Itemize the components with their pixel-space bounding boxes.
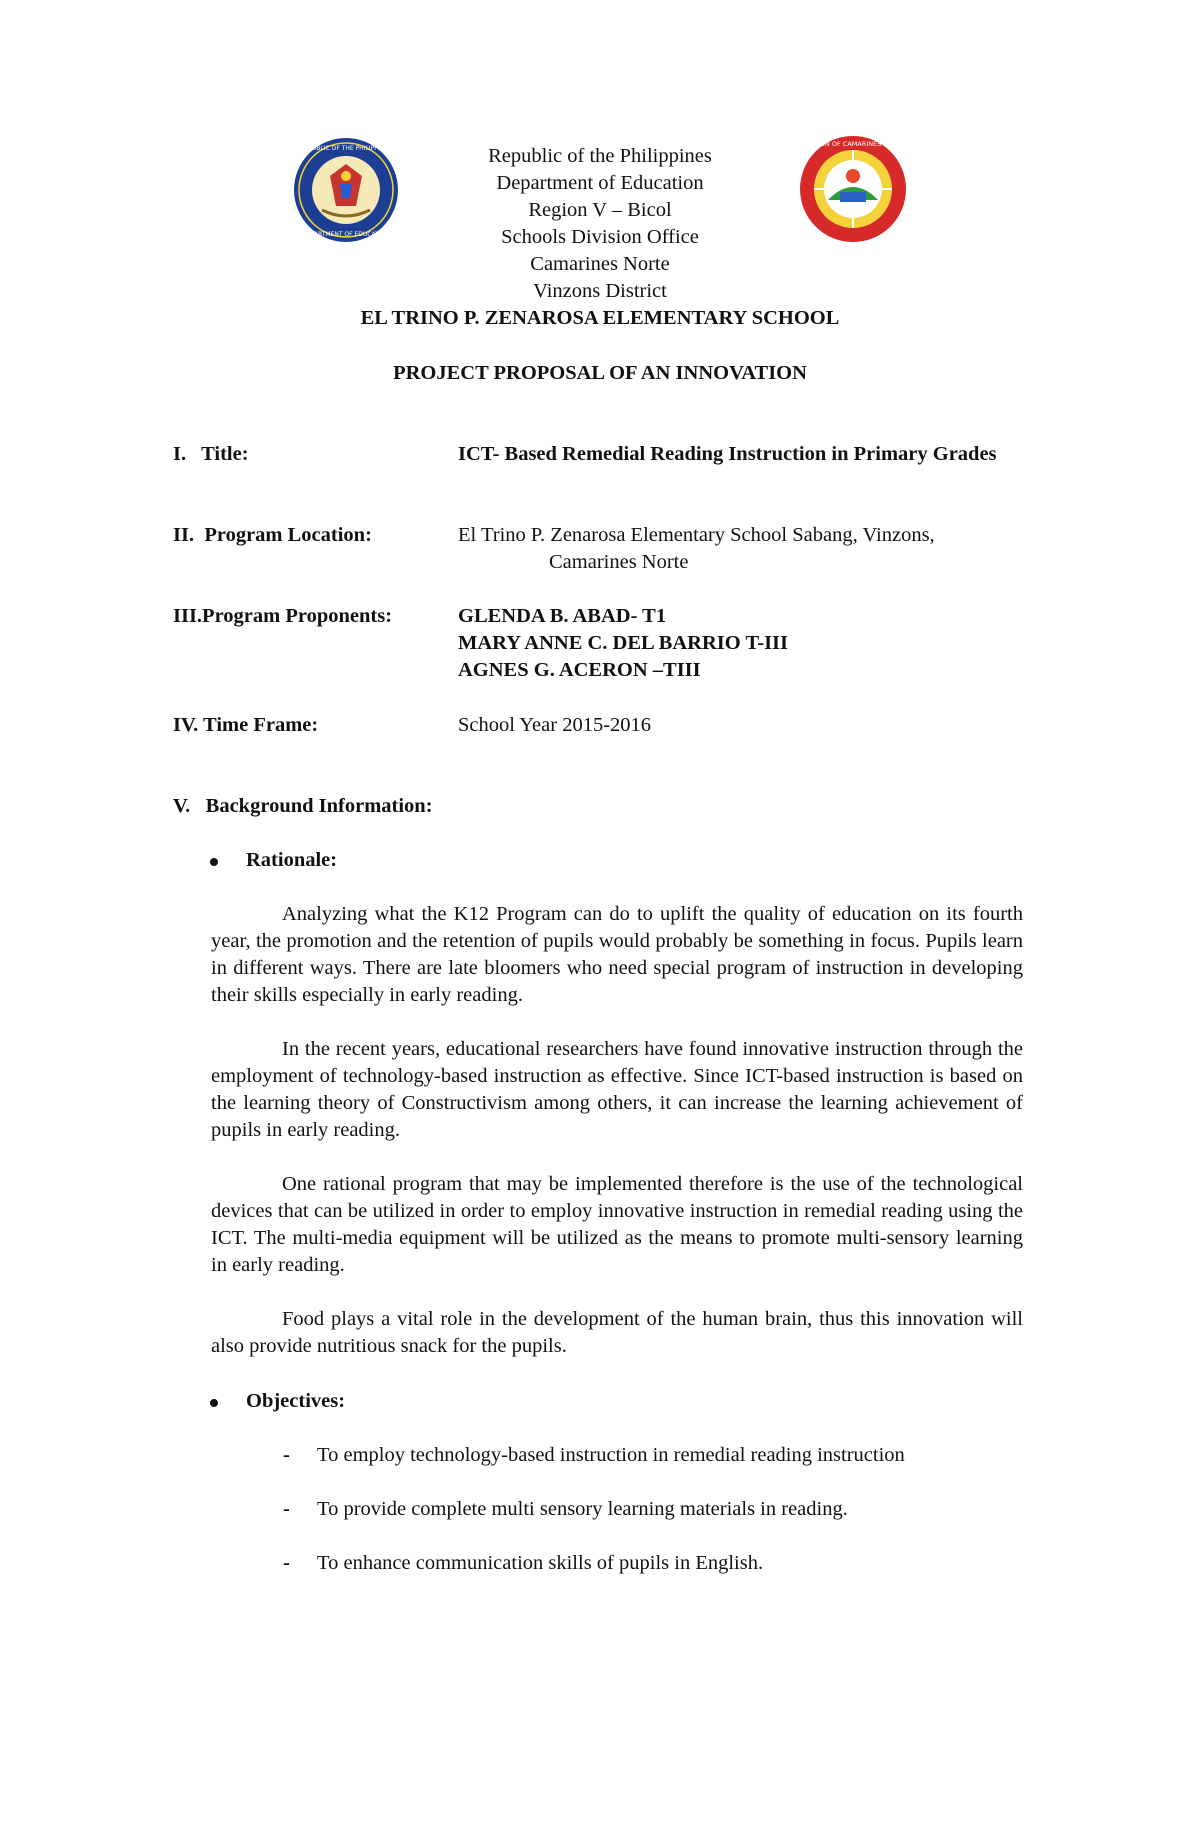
svg-text:REPUBLIC OF THE PHILIPPINES: REPUBLIC OF THE PHILIPPINES <box>300 145 392 152</box>
rationale-paragraph-2: In the recent years, educational researchers have found innovative instruction through the employment of technology-based instruction as effective. Since ICT-based instruction is based on the learning theory of Constructivism among others, it can increase the learning achievement of pupils in early reading. <box>211 1038 1023 1141</box>
proponent-1: GLENDA B. ABAD- T1 <box>458 605 667 627</box>
objective-text: To provide complete multi sensory learning materials in reading. <box>317 1498 848 1520</box>
objective-text: To employ technology-based instruction in remedial reading instruction <box>317 1444 905 1466</box>
section-proponents <box>173 603 1053 684</box>
header-line-republic: Republic of the Philippines <box>488 145 712 167</box>
header-line-province: Camarines Norte <box>530 253 670 275</box>
objective-text: To enhance communication skills of pupils in English. <box>317 1552 764 1574</box>
bullet-icon <box>210 1399 218 1407</box>
section-background-label: V. Background Information: <box>173 795 433 817</box>
dash-marker: - <box>283 1444 290 1466</box>
rationale-paragraph-3: One rational program that may be implemented therefore is the use of the technological devices that can be utilized in order to employ innovative instruction in remedial reading using the ICT. The multi-media equipment will be utilized as the means to promote multi-sensory learning in early reading. <box>211 1173 1023 1276</box>
proponent-2: MARY ANNE C. DEL BARRIO T-III <box>458 632 789 654</box>
svg-text:DEPARTMENT OF EDUCATION: DEPARTMENT OF EDUCATION <box>302 231 390 238</box>
section-proponents-label: III.Program Proponents: <box>173 605 393 627</box>
rationale-label: Rationale: <box>246 849 338 871</box>
section-title <box>173 441 1053 495</box>
bullet-icon <box>210 858 218 866</box>
section-title-label: I. Title: <box>173 443 249 465</box>
objectives-label: Objectives: <box>246 1390 346 1412</box>
header-line-district: Vinzons District <box>533 280 667 302</box>
header-line-division-office: Schools Division Office <box>501 226 699 248</box>
school-name: EL TRINO P. ZENAROSA ELEMENTARY SCHOOL <box>360 307 840 329</box>
section-title-value: ICT- Based Remedial Reading Instruction in Primary Grades <box>458 443 997 465</box>
dash-marker: - <box>283 1552 290 1574</box>
section-timeframe-label: IV. Time Frame: <box>173 714 319 736</box>
rationale-paragraph-4: Food plays a vital role in the development of the human brain, thus this innovation will also provide nutritious snack for the pupils. <box>211 1308 1023 1357</box>
section-timeframe-value: School Year 2015-2016 <box>458 714 652 736</box>
header-address <box>0 143 1200 305</box>
section-location <box>173 522 1053 576</box>
section-timeframe <box>173 712 1053 739</box>
section-location-value-line2: Camarines Norte <box>549 551 689 573</box>
header-line-department: Department of Education <box>496 172 704 194</box>
proponent-3: AGNES G. ACERON –TIII <box>458 659 701 681</box>
section-location-label: II. Program Location: <box>173 524 372 546</box>
proposal-title: PROJECT PROPOSAL OF AN INNOVATION <box>393 362 807 384</box>
svg-text:DIVISION OF CAMARINES NORTE: DIVISION OF CAMARINES NORTE <box>800 140 906 148</box>
dash-marker: - <box>283 1498 290 1520</box>
header-line-region: Region V – Bicol <box>528 199 672 221</box>
rationale-paragraph-1: Analyzing what the K12 Program can do to uplift the quality of education on its fourth year, the promotion and the retention of pupils would probably be something in focus. Pupils learn in different ways. There are late bloomers who need special program of instruction in developing their skills especially in early reading. <box>211 903 1023 1006</box>
section-location-value-line1: El Trino P. Zenarosa Elementary School Sabang, Vinzons, <box>458 524 935 546</box>
